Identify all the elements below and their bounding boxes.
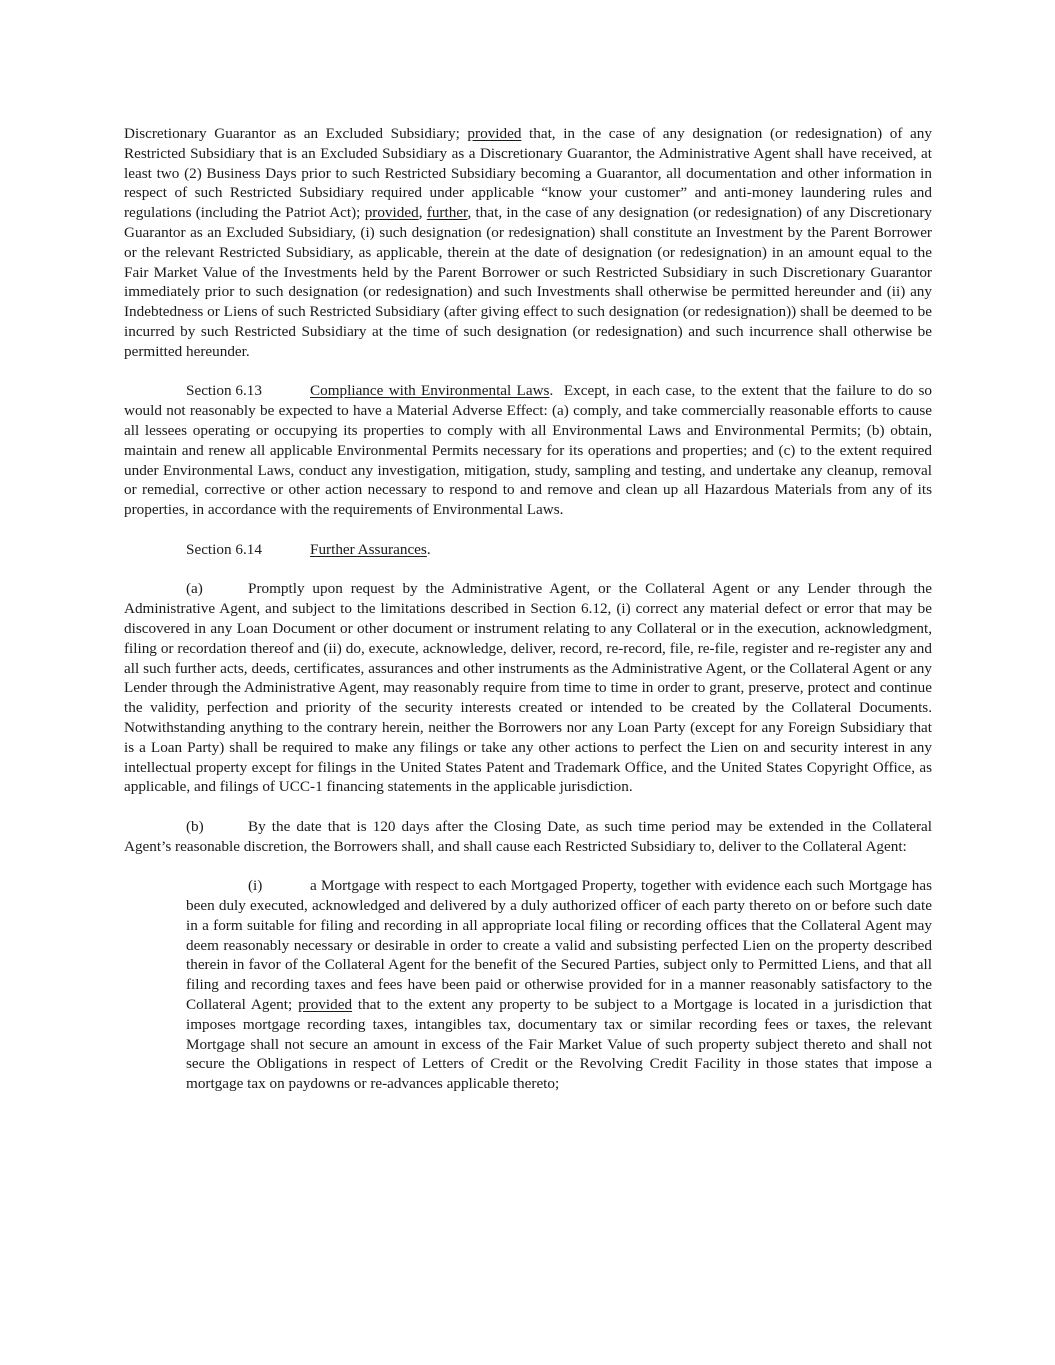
further-underlined: further — [426, 204, 468, 222]
clause-b-i — [186, 876, 932, 1094]
clause-body: Promptly upon request by the Administrative Agent, or the Collateral Agent or any Lender through the Administrative Agent, and subject to the limitations described in Section 6.12, (i) correct any material defect or error that may be discovered in any Loan Document or other document or instrument relating to any Collateral or in the execution, acknowledgment, filing or recordation thereof and (ii) do, execute, acknowledge, deliver, record, re-record, file, re-file, register and re-register any and all such further acts, deeds, certificates, assurances and other instruments as the Administrative Agent, or the Collateral Agent or any Lender through the Administrative Agent, may reasonably require from time to time in order to grant, preserve, protect and continue the validity, perfection and priority of the security interests created or intended to be created by the Collateral Documents. Notwithstanding anything to the contrary herein, neither the Borrowers nor any Loan Party (except for any Foreign Subsidiary that is a Loan Party) shall be required to make any filings or take any other actions to perfect the Lien on and security interest in any intellectual property except for filings in the United States Patent and Trademark Office, and the United States Copyright Office, as applicable, and filings of UCC-1 financing statements in the applicable jurisdiction. — [124, 580, 932, 796]
text-segment: that, in the case of any designation (or redesignation) of any Restricted Subsidiary that is an Excluded Subsidiary as a Discretionary Guarantor, the Administrative Agent shall have received, at least two (2) Business Days prior to such Restricted Subsidiary becoming a Guarantor, all documentation and other information in respect of such Restricted Subsidiary required under applicable “know your customer” and anti-money laundering rules and regulations (including the Patriot Act); — [124, 125, 932, 222]
document-page — [124, 124, 936, 1094]
section-title-suffix: . — [426, 540, 431, 558]
clause-label: (i) — [248, 877, 263, 895]
section-title: Further Assurances — [310, 540, 427, 558]
clause-body: a Mortgage with respect to each Mortgaged Property, together with evidence each such Mortgage has been duly executed, acknowledged and delivered by a duly authorized officer of each party thereto on or before such date in a form suitable for filing and recording in all appropriate local filing or recording offices that the Collateral Agent may deem reasonably necessary or desirable in order to create a valid and subsisting perfected Lien on the property described therein in favor of the Collateral Agent for the benefit of the Secured Parties, subject only to Permitted Liens, and that all filing and recording taxes and fees have been paid or otherwise provided for in a manner reasonably satisfactory to the Collateral Agent; — [186, 877, 932, 1014]
provided-underlined: provided — [467, 125, 522, 142]
section-title-suffix: . — [549, 382, 554, 400]
clause-label: (b) — [186, 817, 204, 835]
clause-body: that to the extent any property to be subject to a Mortgage is located in a jurisdiction that imposes mortgage recording taxes, intangibles tax, documentary tax or similar recording fees or taxes, the relevant Mortgage shall not secure an amount in excess of the Fair Market Value of such property subject thereto and shall not secure the Obligations in respect of Letters of Credit or the Revolving Credit Facility in those states that impose a mortgage tax on paydowns or re-advances applicable thereto; — [186, 996, 932, 1093]
provided-underlined: provided — [298, 996, 353, 1014]
clause-a — [124, 579, 932, 797]
text-segment: Discretionary Guarantor as an Excluded Subsidiary; — [124, 125, 468, 142]
continuation-paragraph — [124, 124, 932, 362]
section-title: Compliance with Environmental Laws — [310, 382, 550, 400]
section-6-14-heading — [124, 540, 932, 560]
text-segment: , — [418, 204, 427, 222]
section-label: Section 6.13 — [186, 382, 262, 400]
section-6-13 — [124, 381, 936, 520]
clause-b — [124, 817, 932, 857]
clause-body: By the date that is 120 days after the Closing Date, as such time period may be extended in the Collateral Agent’s reasonable discretion, the Borrowers shall, and shall cause each Restricted Subsidiary to, deliver to the Collateral Agent: — [124, 817, 932, 855]
clause-label: (a) — [186, 580, 203, 598]
section-body: Except, in each case, to the extent that the failure to do so would not reasonably be expected to have a Material Adverse Effect: (a) comply, and take commercially reasonable efforts to cause all lessees operating or occupying its properties to comply with all Environmental Laws and Environmental Permits; (b) obtain, maintain and renew all applicable Environmental Permits necessary for its operations and properties; and (c) to the extent required under Environmental Laws, conduct any investigation, mitigation, study, sampling and testing, and undertake any cleanup, removal or remedial, corrective or other action necessary to respond to and remove and clean up all Hazardous Materials from any of its properties, in accordance with the requirements of Environmental Laws. — [124, 382, 936, 519]
provided-underlined: provided — [364, 204, 419, 222]
section-label: Section 6.14 — [186, 540, 262, 558]
text-segment: , that, in the case of any designation (or redesignation) of any Discretionary Guarantor as an Excluded Subsidiary, (i) such designation (or redesignation) shall constitute an Investment by the Parent Borrower or the relevant Restricted Subsidiary, as applicable, therein at the date of designation (or redesignation) in an amount equal to the Fair Market Value of the Investments held by the Parent Borrower or such Restricted Subsidiary in such Discretionary Guarantor immediately prior to such designation (or redesignation) and such Investments shall otherwise be permitted hereunder and (ii) any Indebtedness or Liens of such Restricted Subsidiary (after giving effect to such designation (or redesignation)) shall be deemed to be incurred by such Restricted Subsidiary at the time of such designation (or redesignation) and such incurrence shall otherwise be permitted hereunder. — [124, 204, 933, 360]
